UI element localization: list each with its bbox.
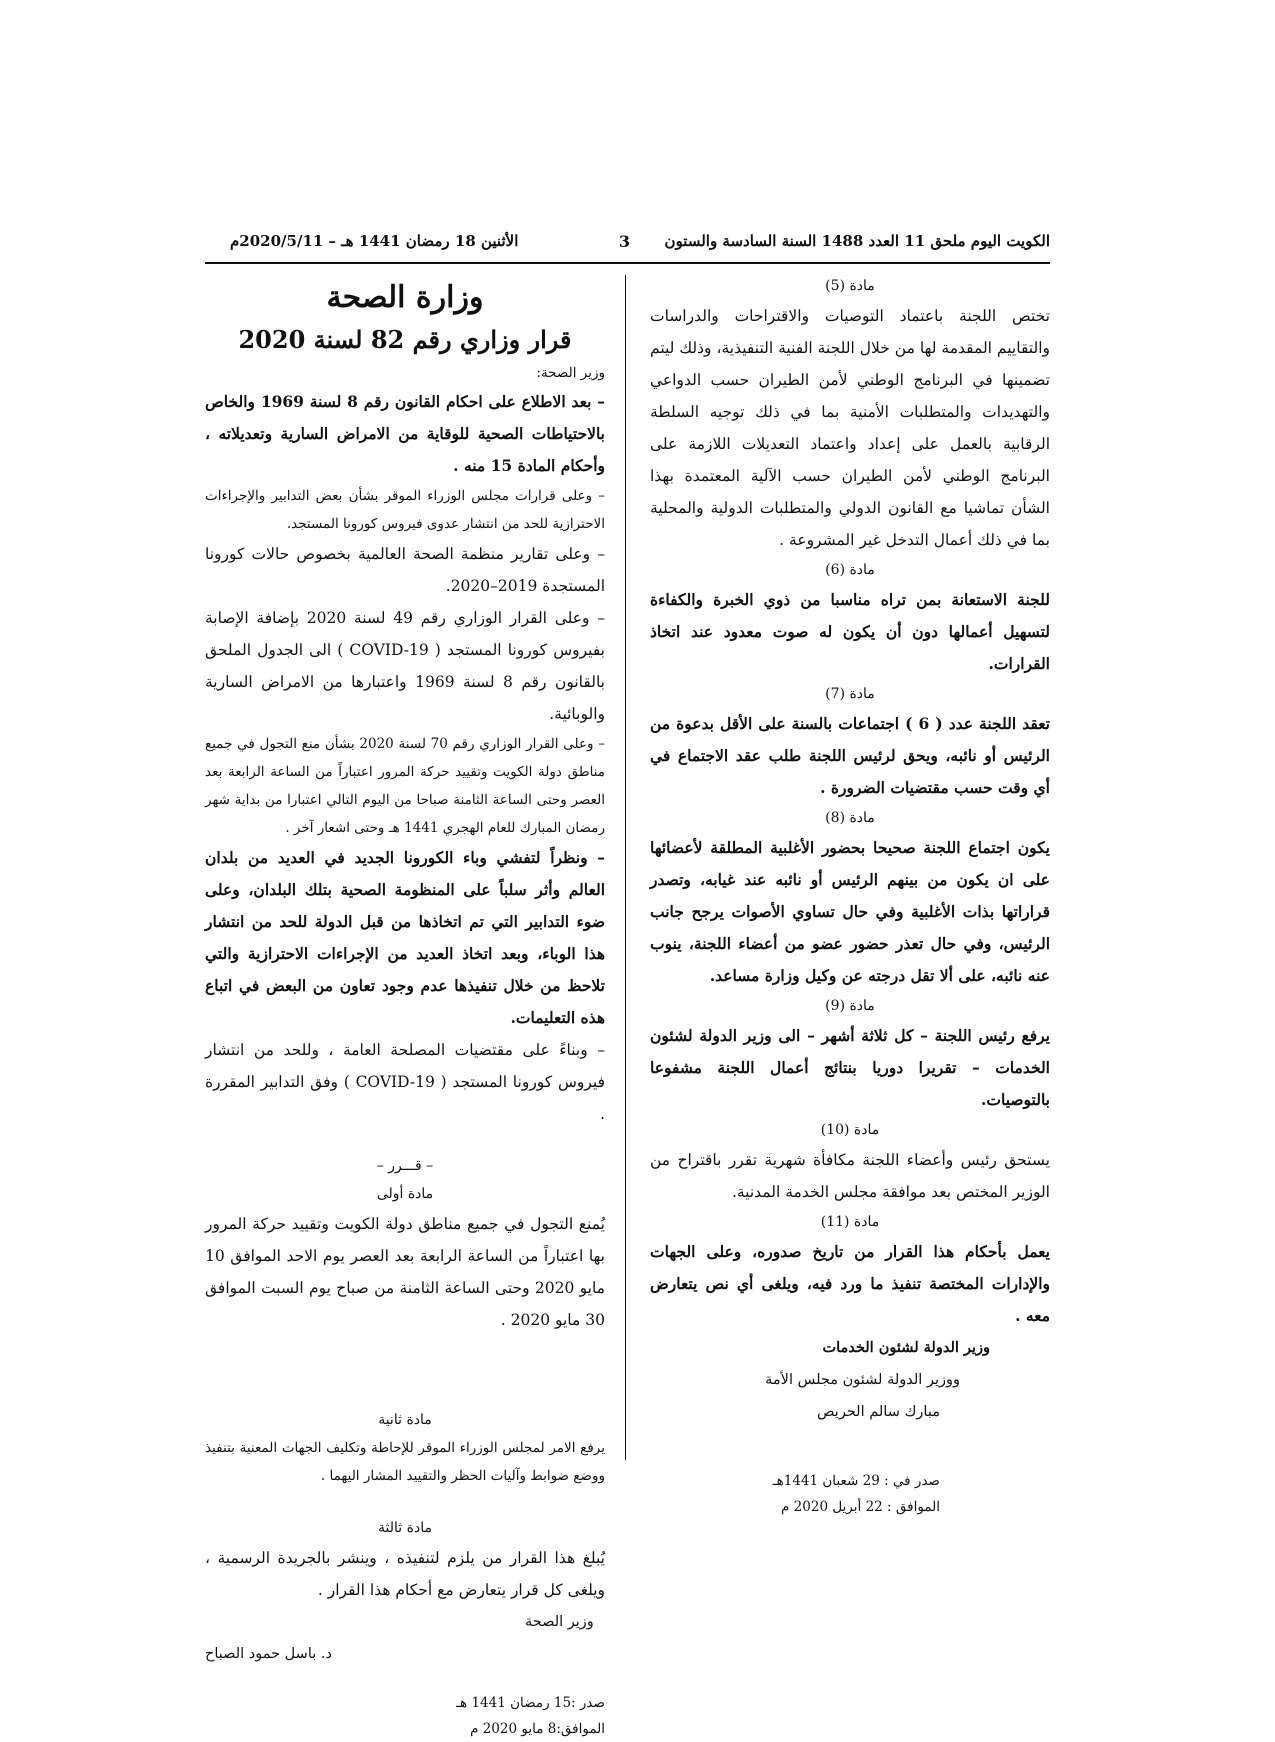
issued-hijri-date: صدر في : 29 شعبان 1441هـ (772, 1473, 940, 1489)
article-1-text: يُمنع التجول في جميع مناطق دولة الكويت وتقييد حركة المرور بها اعتباراً من الساعة الرابعة بعد العصر يوم الاحد الموافق 10 مايو 2020 وحتى الساعة الثامنة من صباح يوم السبت الموافق 30 مايو 2020 . (205, 1215, 605, 1329)
article-11-text: يعمل بأحكام هذا القرار من تاريخ صدوره، وعلى الجهات والإدارات المختصة تنفيذ ما ورد فيه، ويلغى أي نص يتعارض معه . (650, 1242, 1050, 1325)
preamble-3: – وعلى تقارير منظمة الصحة العالمية بخصوص حالات كورونا المستجدة 2019–2020. (205, 545, 605, 595)
preamble-6: – ونظراً لتفشي وباء الكورونا الجديد في العديد من بلدان العالم وأثر سلباً على المنظومة الصحية بتلك البلدان، وعلى ضوء التدابير التي تم اتخاذها من قبل الدولة للحد من انتشار هذا الوباء، وبعد اتخاذ العديد من الإجراءات الاحترازية والتي تلاحظ من خلال تنفيذها عدم وجود تعاون من البعض في اتباع هذه التعليمات. (205, 848, 605, 1027)
article-7-title: مادة (7) (825, 686, 875, 702)
left-column (205, 272, 605, 1742)
decided-heading: – قـــرر – (376, 1158, 434, 1174)
page-header (205, 228, 1050, 260)
signatory-name: مبارك سالم الحريص (817, 1404, 940, 1420)
preamble-4: – وعلى القرار الوزاري رقم 49 لسنة 2020 بإضافة الإصابة بفيروس كورونا المستجد ( COVID-19 ) الى الجدول الملحق بالقانون رقم 8 لسنة 1969 واعتبارها من الامراض السارية والوبائية. (205, 609, 605, 723)
minister-name: د. باسل حمود الصباح (205, 1646, 332, 1662)
article-8-title: مادة (8) (825, 810, 875, 826)
article-3-title: مادة ثالثة (378, 1520, 432, 1536)
preamble-2: – وعلى قرارات مجلس الوزراء الموقر بشأن بعض التدابير والإجراءات الاحترازية للحد من انتشار عدوى فيروس كورونا المستجد. (205, 488, 605, 532)
minister-title: وزير الصحة (525, 1614, 594, 1630)
decree-issued-hijri: صدر :15 رمضان 1441 هـ (456, 1695, 605, 1711)
article-7-text: تعقد اللجنة عدد ( 6 ) اجتماعات بالسنة على الأقل بدعوة من الرئيس أو نائبه، ويحق لرئيس اللجنة طلب عقد الاجتماع في أي وقت حسب مقتضيات الضرورة . (650, 714, 1050, 797)
decree-title: قرار وزاري رقم 82 لسنة 2020 (238, 325, 572, 354)
header-date: الأثنين 18 رمضان 1441 هـ – 2020/5/11م (230, 232, 519, 250)
preamble-1: – بعد الاطلاع على احكام القانون رقم 8 لسنة 1969 والخاص بالاحتياطات الصحية للوقاية من الامراض السارية وتعديلاته ، وأحكام المادة 15 منه . (205, 392, 605, 475)
article-2-title: مادة ثانية (378, 1412, 432, 1428)
page-number: 3 (618, 232, 630, 251)
preamble-7: – وبناءً على مقتضيات المصلحة العامة ، وللحد من انتشار فيروس كورونا المستجد ( COVID-19 ) وفق التدابير المقررة . (205, 1041, 605, 1123)
article-1-title: مادة أولى (376, 1186, 434, 1202)
decree-issued-gregorian: الموافق:8 مايو 2020 م (470, 1721, 605, 1737)
preamble-5: – وعلى القرار الوزاري رقم 70 لسنة 2020 بشأن منع التجول في جميع مناطق دولة الكويت وتقييد حركة المرور اعتباراً من الساعة الرابعة بعد العصر وحتى الساعة الثامنة صباحا من اليوم التالي اعتبارا من بداية شهر رمضان المبارك للعام الهجري 1441 هـ وحتى اشعار آخر . (205, 736, 605, 836)
issued-gregorian-date: الموافق : 22 أبريل 2020 م (781, 1499, 940, 1515)
article-6-text: للجنة الاستعانة بمن تراه مناسبا من ذوي الخبرة والكفاءة لتسهيل أعمالها دون أن يكون له صوت معدود عند اتخاذ القرارات. (650, 590, 1050, 673)
article-5-title: مادة (5) (825, 278, 875, 294)
column-divider (625, 275, 626, 1460)
article-10-title: مادة (10) (820, 1122, 880, 1138)
header-rule (205, 262, 1050, 264)
minister-label: وزير الصحة: (536, 365, 605, 381)
signatory-title-2: ووزير الدولة لشئون مجلس الأمة (765, 1372, 960, 1388)
article-9-title: مادة (9) (825, 998, 875, 1014)
ministry-title: وزارة الصحة (326, 280, 484, 315)
article-5-text: تختص اللجنة باعتماد التوصيات والاقتراحات والدراسات والتقاييم المقدمة لها من خلال اللجنة الفنية التنفيذية، وذلك ليتم تضمينها في البرنامج الوطني لأمن الطيران حسب الدواعي والتهديدات والمتطلبات الأمنية بما في ذلك توجيه السلطة الرقابية بالعمل على إعداد واعتماد التعديلات اللازمة على البرنامج الوطني لأمن الطيران حسب الآلية المعتمدة بهذا الشأن تماشيا مع القانون الدولي والمتطلبات الدولية والمحلية بما في ذلك أعمال التدخل غير المشروعة . (650, 307, 1050, 549)
article-6-title: مادة (6) (825, 562, 875, 578)
gazette-issue-info: الكويت اليوم ملحق 11 العدد 1488 السنة السادسة والستون (664, 232, 1050, 250)
article-2-text: يرفع الامر لمجلس الوزراء الموقر للإحاطة وتكليف الجهات المعنية بتنفيذ ووضع ضوابط وآليات الحظر والتقييد المشار اليهما . (205, 1440, 605, 1484)
signatory-title-1: وزير الدولة لشئون الخدمات (822, 1339, 990, 1356)
article-9-text: يرفع رئيس اللجنة – كل ثلاثة أشهر – الى وزير الدولة لشئون الخدمات – تقريرا دوريا بنتائج أعمال اللجنة مشفوعا بالتوصيات. (650, 1026, 1050, 1109)
article-11-title: مادة (11) (820, 1214, 880, 1230)
right-column (650, 272, 1050, 1520)
article-10-text: يستحق رئيس وأعضاء اللجنة مكافأة شهرية تقرر باقتراح من الوزير المختص بعد موافقة مجلس الخدمة المدنية. (650, 1151, 1050, 1201)
article-3-text: يُبلغ هذا القرار من يلزم لتنفيذه ، وينشر بالجريدة الرسمية ، ويلغى كل قرار يتعارض مع أحكام هذا القرار . (205, 1549, 605, 1599)
article-8-text: يكون اجتماع اللجنة صحيحا بحضور الأغلبية المطلقة لأعضائها على ان يكون من بينهم الرئيس أو نائبه عند غيابه، وتصدر قراراتها بذات الأغلبية وفي حال تساوي الأصوات يرجح جانب الرئيس، وفي حال تعذر حضور عضو من أعضاء اللجنة، ينوب عنه نائبه، على ألا تقل درجته عن وكيل وزارة مساعد. (650, 838, 1050, 985)
